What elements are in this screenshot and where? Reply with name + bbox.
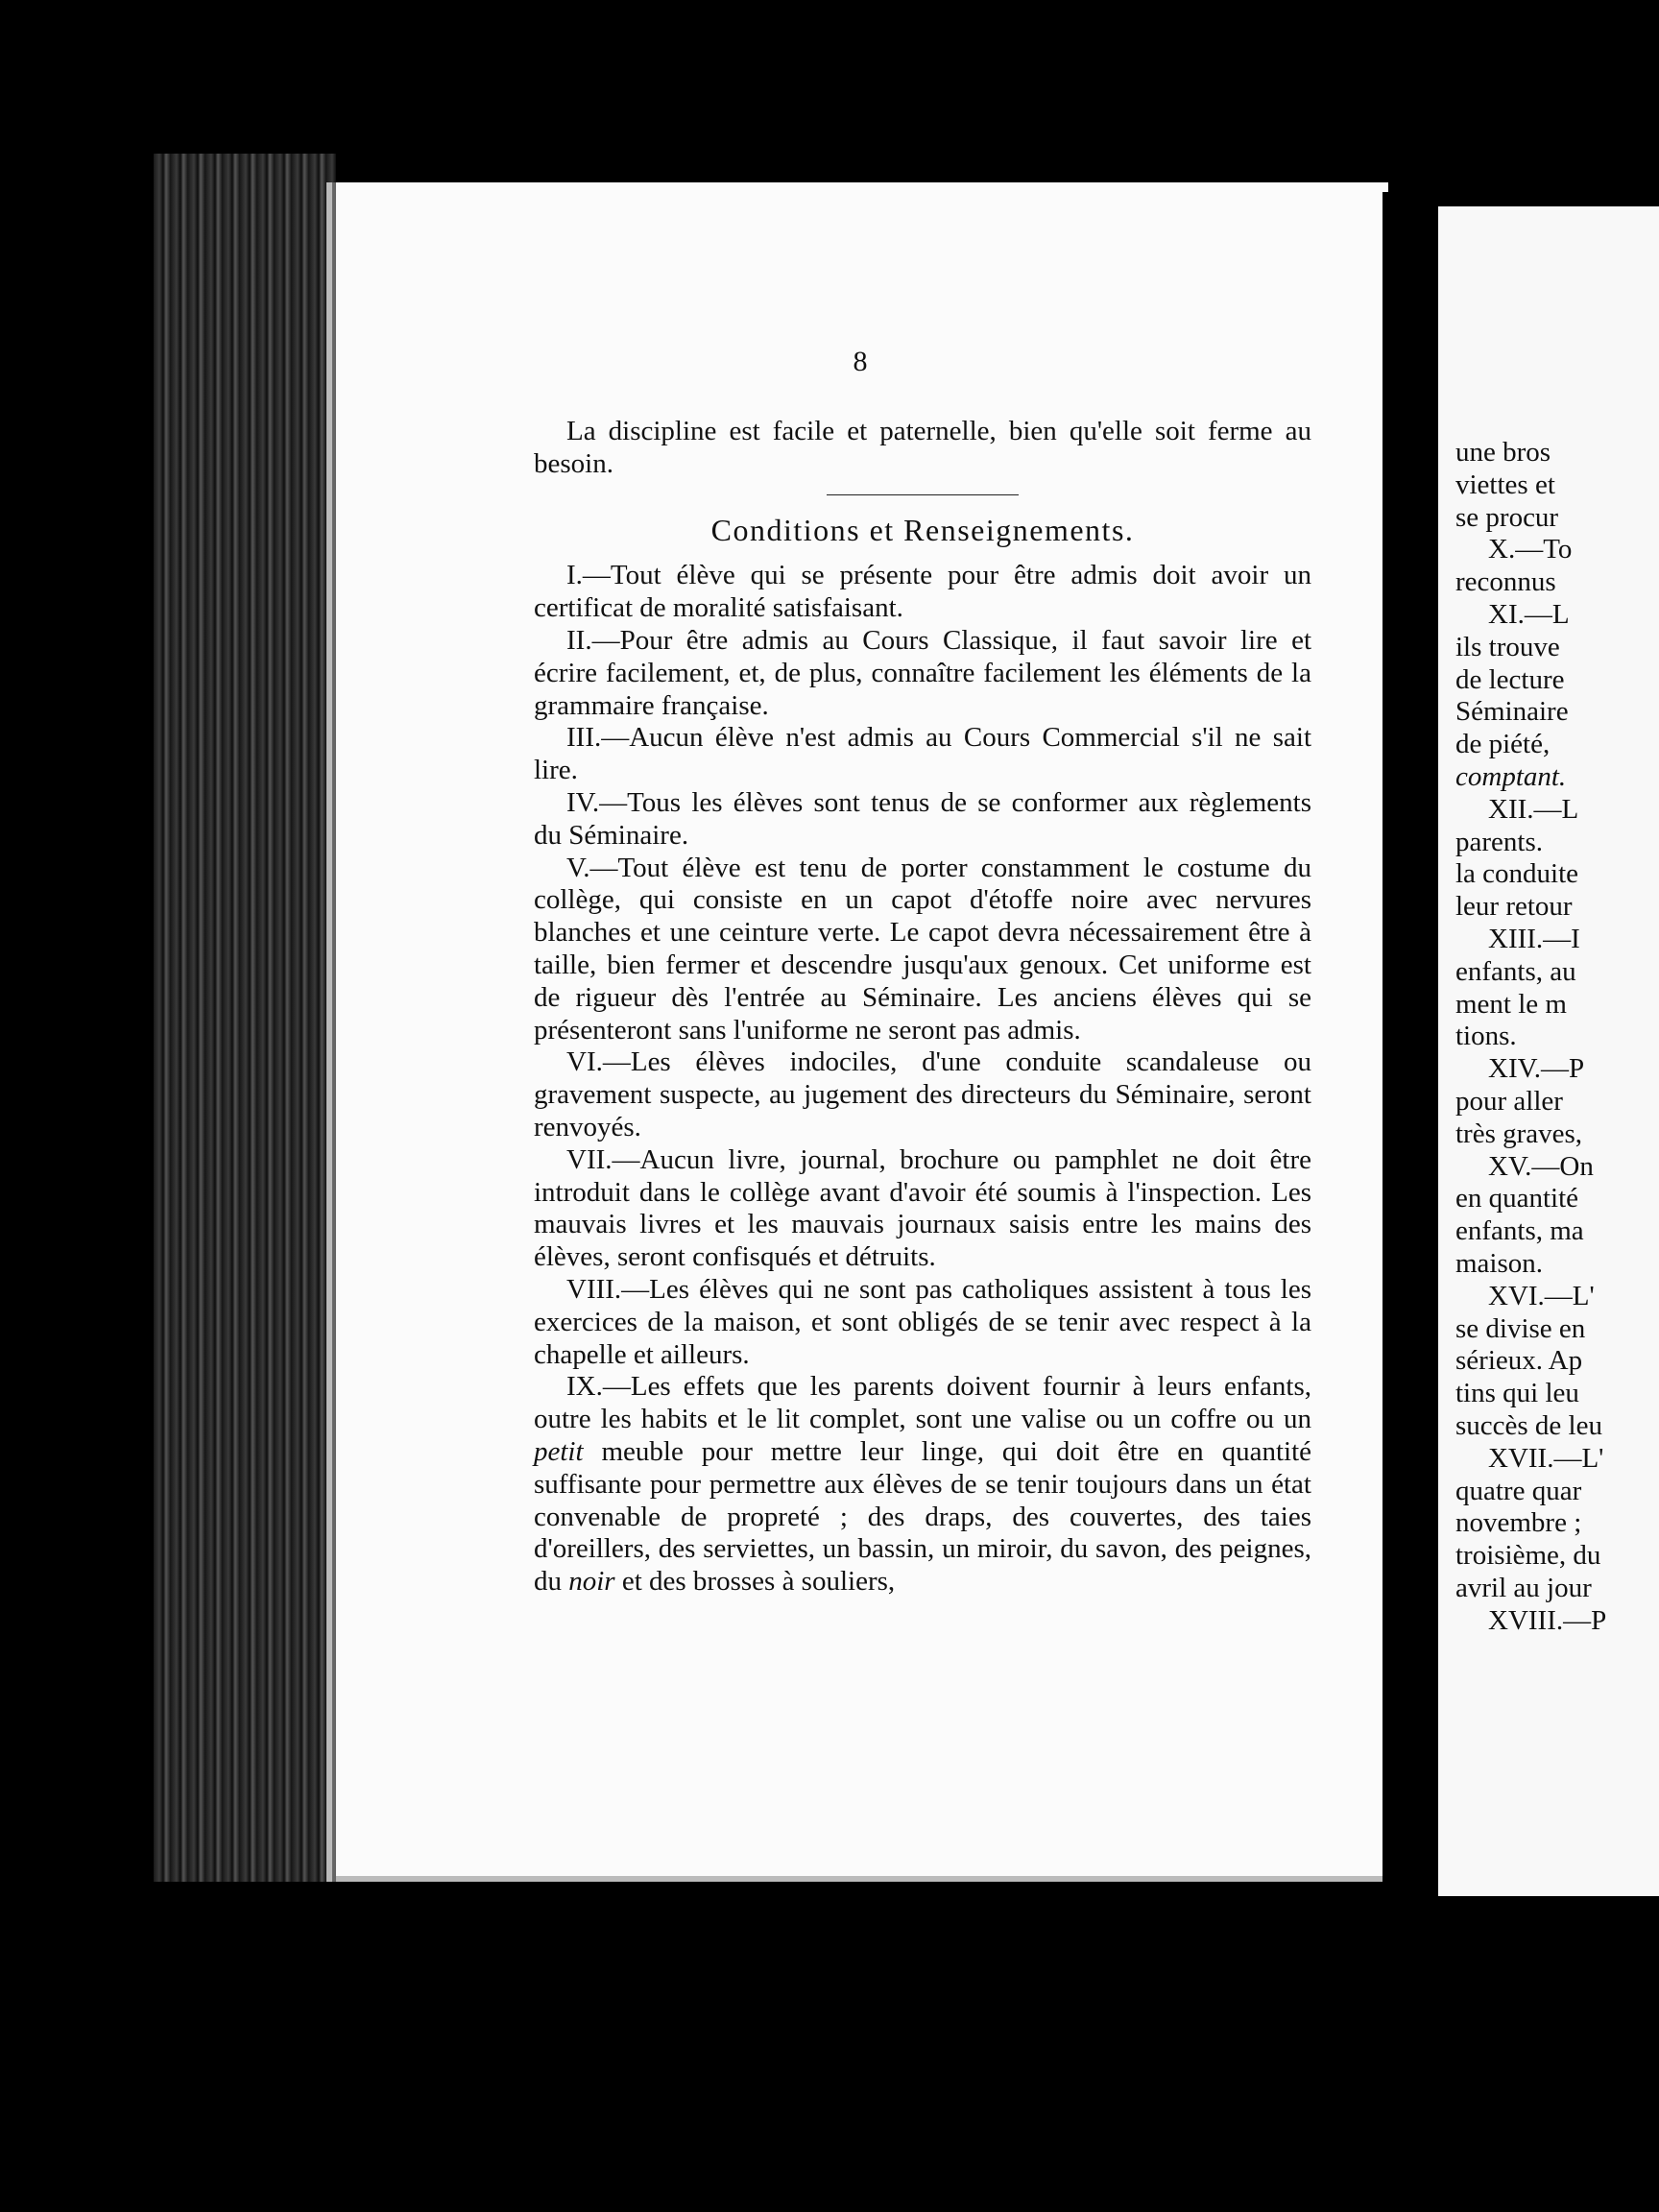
right-page-line: quatre quar [1455, 1475, 1582, 1506]
article-9 [534, 1371, 1311, 1599]
page-number: 8 [853, 346, 868, 377]
right-page-line: novembre ; [1455, 1507, 1582, 1539]
right-page-line: leur retour [1455, 891, 1573, 923]
right-page-line: viettes et [1455, 469, 1555, 500]
article-9-italic-noir: noir [568, 1566, 615, 1598]
right-page-line: XIII.—I [1488, 923, 1580, 954]
book-gutter [1382, 192, 1438, 1882]
right-page-line: se divise en [1455, 1312, 1586, 1344]
article-1: I.—Tout élève qui se présente pour être admis doit avoir un certificat de moralité satisfaisant. [534, 560, 1311, 624]
section-heading: Conditions et Renseignements. [710, 512, 1135, 547]
right-page-line: reconnus [1455, 566, 1556, 598]
left-page [326, 182, 1388, 1882]
article-9-text-c: meuble pour mettre leur linge, qui doit être en quantité suffisante pour permettre aux élèves de se tenir toujours dans un état convenable de propreté ; des draps, des couvertes, des taies d'oreillers, des serviettes, un bassin, un miroir, du savon, des peignes, du [534, 1435, 1311, 1598]
book-page-edges [154, 154, 336, 1882]
right-page-line: XIV.—P [1488, 1053, 1585, 1085]
right-page-line: maison. [1455, 1247, 1544, 1279]
section-divider [827, 494, 1019, 495]
right-page-line: XI.—L [1488, 598, 1570, 630]
right-page-line: troisième, du [1455, 1540, 1601, 1572]
right-page-text [1455, 437, 1659, 1637]
right-page-line: très graves, [1455, 1118, 1583, 1149]
page-body [534, 416, 1311, 1599]
intro-paragraph: La discipline est facile et paternelle, bien qu'elle soit ferme au besoin. [534, 416, 1311, 479]
right-page-line: avril au jour [1455, 1572, 1592, 1603]
right-page-line: de piété, [1455, 729, 1551, 760]
right-page-line: X.—To [1488, 534, 1573, 565]
right-page [1438, 206, 1659, 1896]
article-9-italic-petit: petit [534, 1435, 584, 1467]
right-page-line: XV.—On [1488, 1150, 1594, 1182]
right-page-line: succès de leu [1455, 1409, 1602, 1441]
article-2: II.—Pour être admis au Cours Classique, il faut savoir lire et écrire facilement, et, de plus, connaître facilement les éléments de la grammaire française. [534, 624, 1311, 721]
article-9-text-e: et des brosses à souliers, [614, 1566, 896, 1598]
article-7: VII.—Aucun livre, journal, brochure ou pamphlet ne doit être introduit dans le collège avant d'avoir été soumis à l'inspection. Les mauvais livres et les mauvais journaux saisis entre les mains des élèves, seront confisqués et détruits. [534, 1143, 1311, 1273]
right-page-line: enfants, au [1455, 955, 1576, 987]
right-page-line: se procur [1455, 501, 1559, 533]
right-page-line: enfants, ma [1455, 1215, 1584, 1247]
article-9-text-a: IX.—Les effets que les parents doivent fournir à leurs enfants, outre les habits et le lit complet, sont une valise ou un coffre ou un [534, 1371, 1311, 1435]
right-page-line: XVII.—L' [1488, 1442, 1604, 1474]
right-page-line: de lecture [1455, 663, 1565, 695]
article-6: VI.—Les élèves indociles, d'une conduite scandaleuse ou gravement suspecte, au jugement des directeurs du Séminaire, seront renvoyés. [534, 1046, 1311, 1142]
right-page-line: pour aller [1455, 1085, 1563, 1117]
right-page-line: ils trouve [1455, 631, 1560, 662]
right-page-line: tions. [1455, 1021, 1517, 1052]
right-page-line: la conduite [1455, 858, 1579, 890]
right-page-line: XII.—L [1488, 793, 1579, 825]
right-page-line: ment le m [1455, 988, 1567, 1020]
right-page-line: comptant. [1455, 760, 1567, 792]
right-page-line: une bros [1455, 437, 1551, 468]
right-page-line: XVI.—L' [1488, 1280, 1595, 1311]
right-page-line: en quantité [1455, 1183, 1579, 1214]
right-page-line: XVIII.—P [1488, 1604, 1607, 1636]
right-page-line: tins qui leu [1455, 1378, 1579, 1409]
article-8: VIII.—Les élèves qui ne sont pas catholiques assistent à tous les exercices de la maison, et sont obligés de se tenir avec respect à la chapelle et ailleurs. [534, 1273, 1311, 1370]
article-3: III.—Aucun élève n'est admis au Cours Commercial s'il ne sait lire. [534, 722, 1311, 786]
right-page-line: sérieux. Ap [1455, 1345, 1583, 1377]
right-page-line: parents. [1455, 826, 1543, 857]
right-page-line: Séminaire [1455, 696, 1569, 728]
article-4: IV.—Tous les élèves sont tenus de se conformer aux règlements du Séminaire. [534, 786, 1311, 851]
article-5: V.—Tout élève est tenu de porter constamment le costume du collège, qui consiste en un capot d'étoffe noire avec nervures blanches et une ceinture verte. Le capot devra nécessairement être à taille, bien fermer et descendre jusqu'aux genoux. Cet uniforme est de rigueur dès l'entrée au Séminaire. Les anciens élèves qui se présenteront sans l'uniforme ne seront pas admis. [534, 852, 1311, 1046]
